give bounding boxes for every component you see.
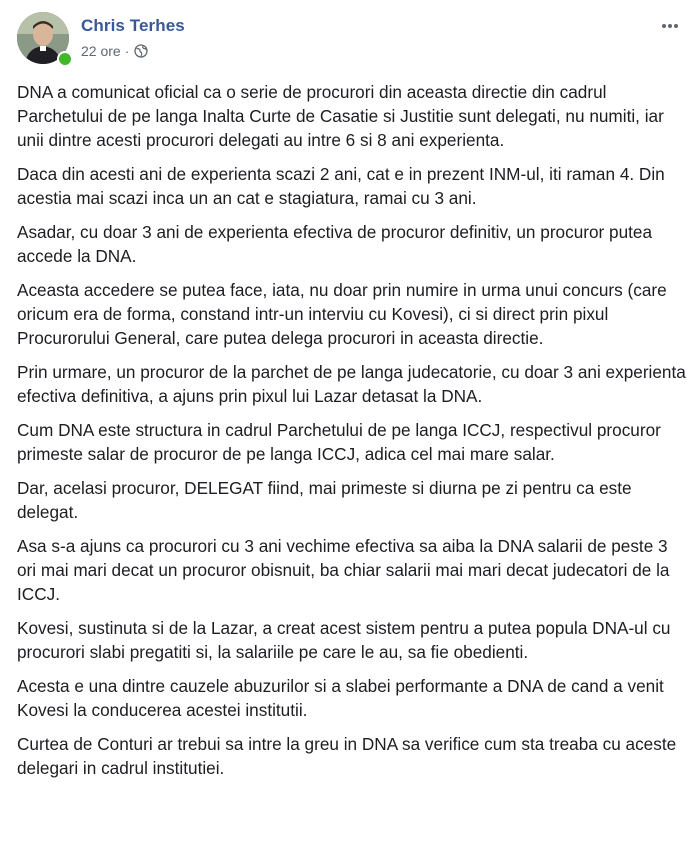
post-paragraph: Dar, acelasi procuror, DELEGAT fiind, mai primeste si diurna pe zi pentru ca este delegat. [17,478,632,522]
meta-separator: · [124,43,130,59]
more-options-button[interactable] [658,14,682,38]
post-paragraph: Daca din acesti ani de experienta scazi 2 ani, cat e in prezent INM-ul, iti raman 4. Din acestia mai scazi inca un an cat e stagiatura, ramai cu 3 ani. [17,164,665,208]
post-paragraph: Acesta e una dintre cauzele abuzurilor si a slabei performante a DNA de cand a venit Kovesi la conducerea acestei institutii. [17,676,664,720]
post-paragraph: Aceasta accedere se putea face, iata, nu doar prin numire in urma unui concurs (care oricum era de forma, constand intr-un interviu cu Kovesi), ci si direct prin pixul Procurorului General, care putea delega procurori in aceasta directie. [17,280,667,348]
online-status-dot [57,51,73,67]
post-text [17,80,688,780]
post-timestamp[interactable]: 22 ore [81,43,121,59]
post-paragraph: Prin urmare, un procuror de la parchet de pe langa judecatorie, cu doar 3 ani experienta efectiva definitiva, a ajuns prin pixul lui Lazar detasat la DNA. [17,362,686,406]
more-options-icon [661,23,679,29]
globe-icon[interactable] [134,44,148,58]
post-header [17,10,688,72]
post-paragraph: DNA a comunicat oficial ca o serie de procurori din aceasta directie din cadrul Parchetului de pe langa Inalta Curte de Casatie si Justitie sunt delegati, nu numiti, iar unii dintre acesti procurori delegati au intre 6 si 8 ani experienta. [17,82,664,150]
author-name[interactable]: Chris Terhes [81,16,185,35]
post-paragraph: Asadar, cu doar 3 ani de experienta efectiva de procuror definitiv, un procuror putea accede la DNA. [17,222,653,266]
post-paragraph: Cum DNA este structura in cadrul Parchetului de pe langa ICCJ, respectivul procuror primeste salar de procuror de pe langa ICCJ, adica cel mai mare salar. [17,420,661,464]
post-paragraph: Curtea de Conturi ar trebui sa intre la greu in DNA sa verifice cum sta treaba cu aceste delegari in cadrul institutiei. [17,734,677,778]
post-paragraph: Kovesi, sustinuta si de la Lazar, a creat acest sistem pentru a putea popula DNA-ul cu procurori slabi pregatiti si, la salariile pe care le au, sa fie obedienti. [17,618,671,662]
post-meta [81,43,148,59]
post-paragraph: Asa s-a ajuns ca procurori cu 3 ani vechime efectiva sa aiba la DNA salarii de peste 3 ori mai mari decat un procuror obisnuit, ba chiar salarii mai mari decat judecatori de la ICCJ. [17,536,670,604]
